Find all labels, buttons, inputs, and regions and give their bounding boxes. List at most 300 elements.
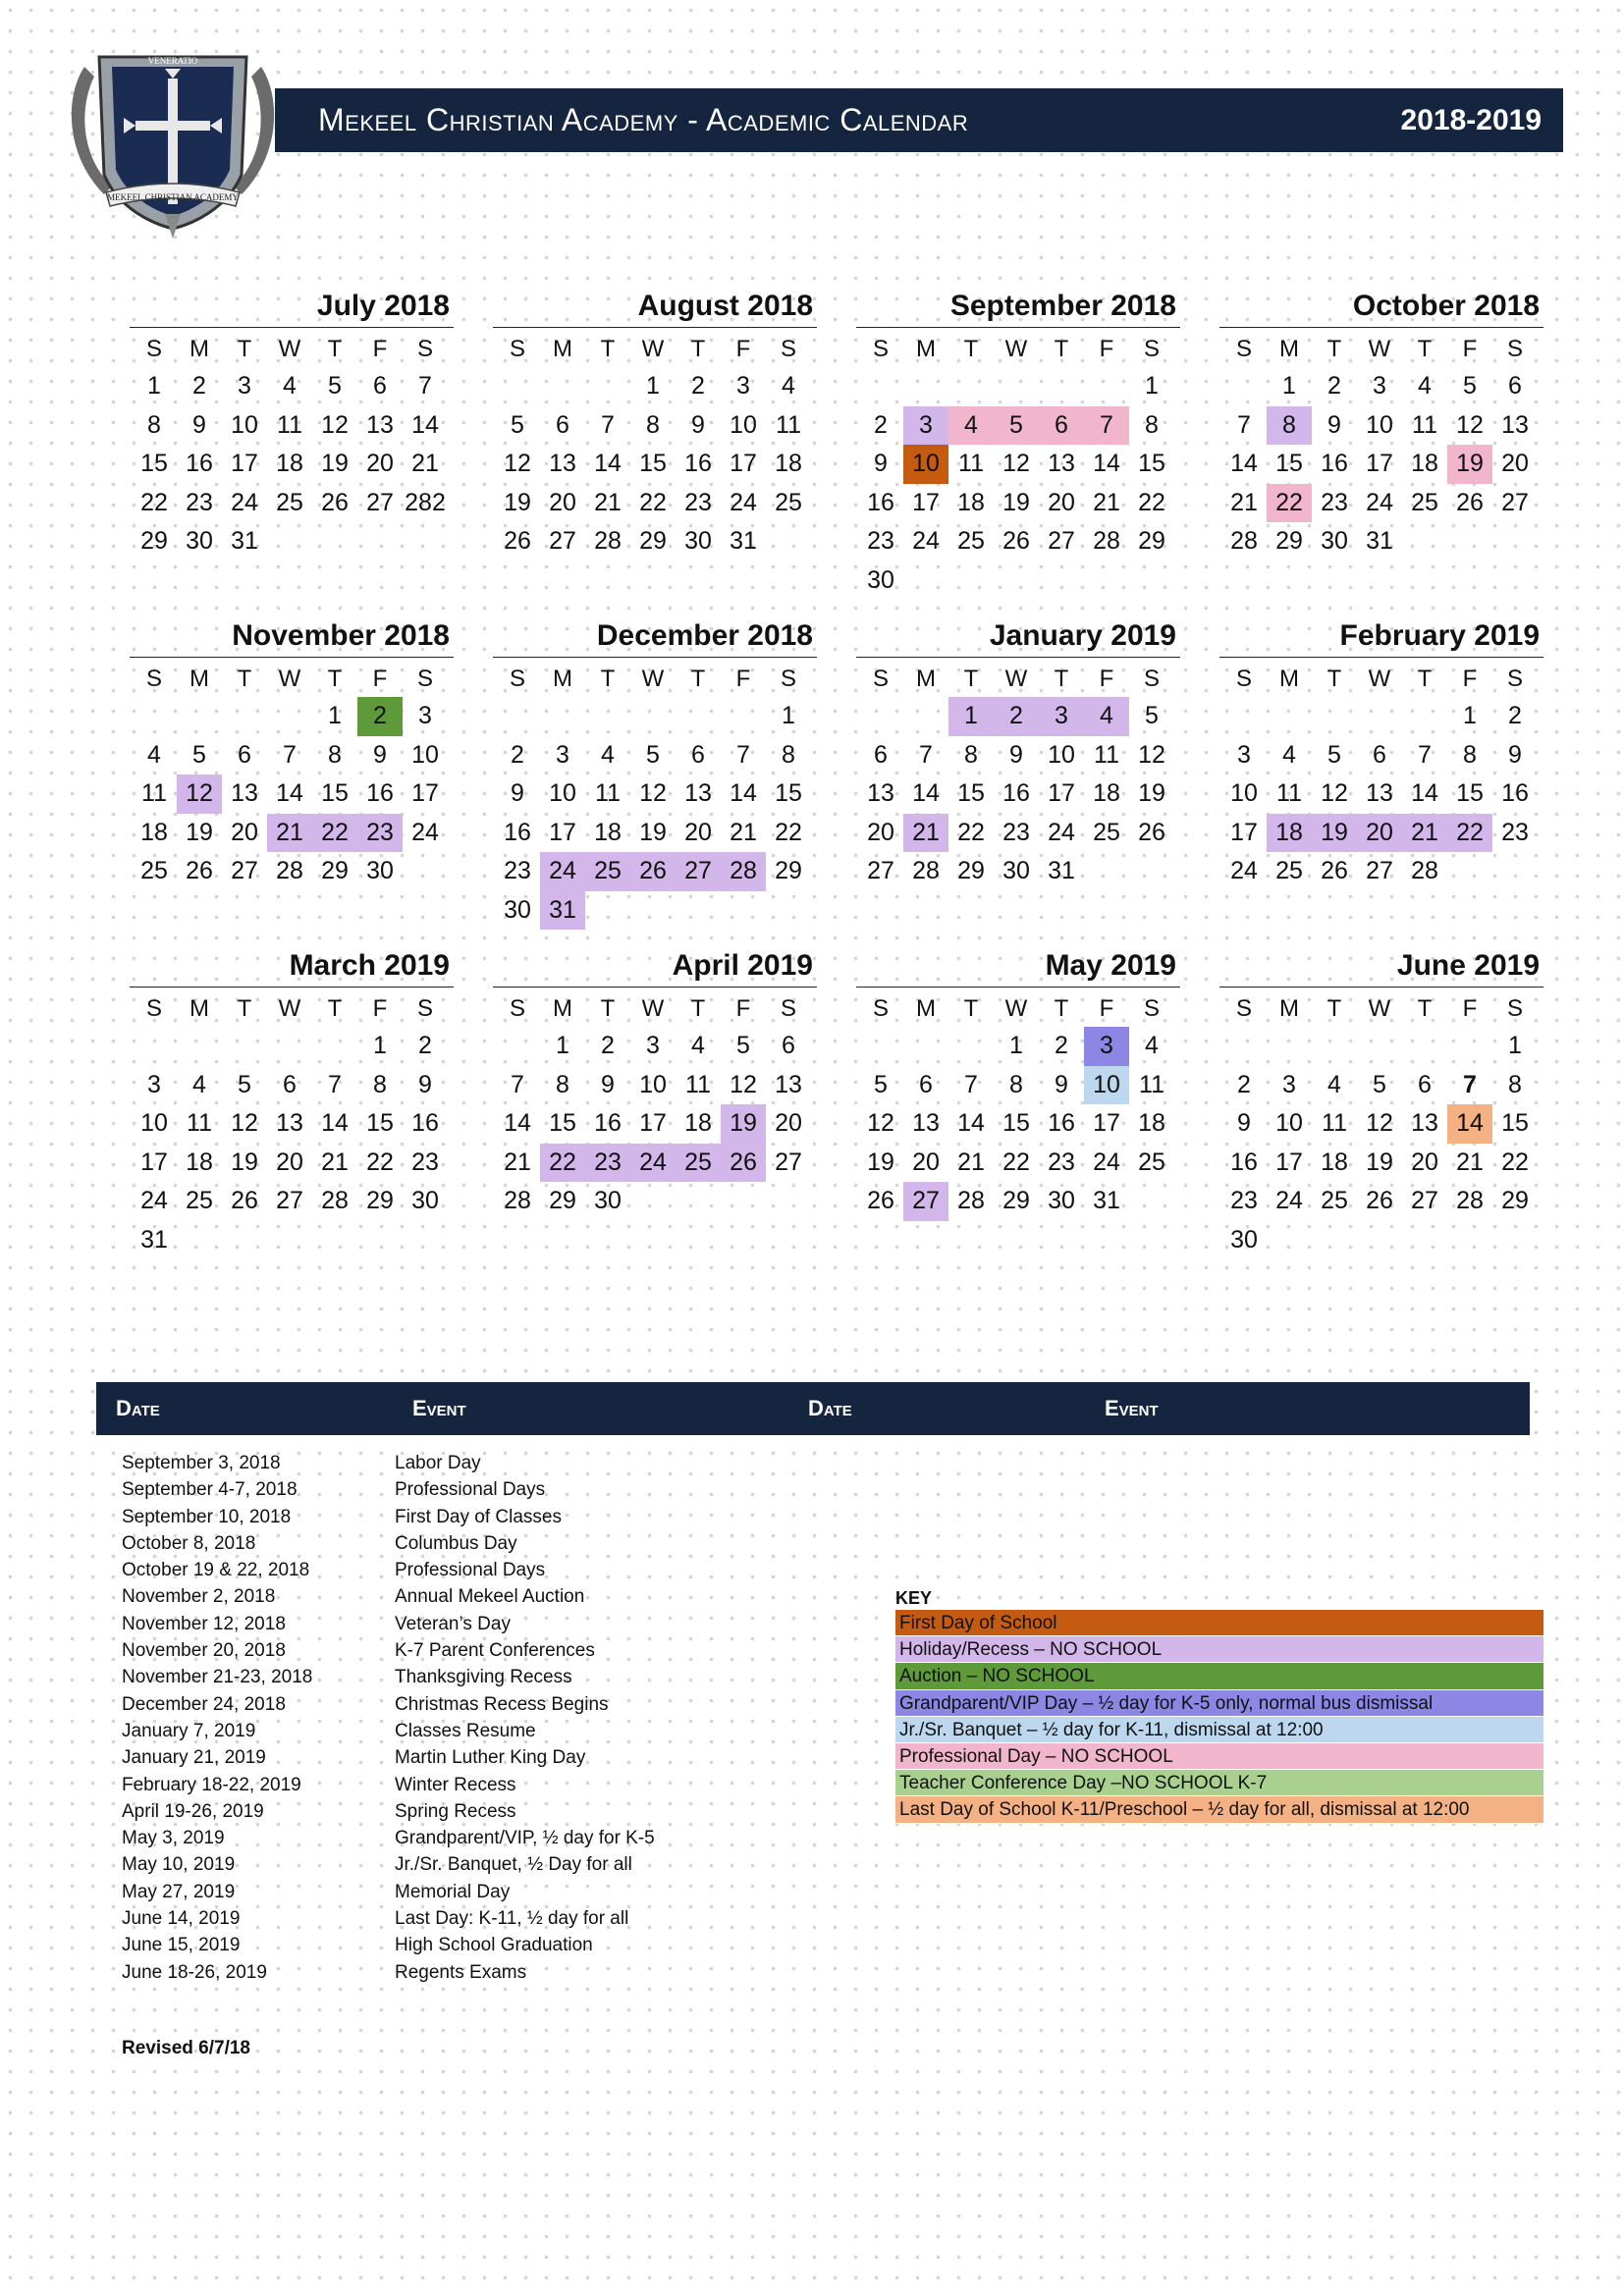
day-cell: 13	[1048, 450, 1075, 477]
weekday-header: M	[189, 995, 209, 1022]
event-date: September 10, 2018	[122, 1506, 292, 1527]
day-cell: 8	[1009, 1070, 1023, 1098]
key-item-holiday: Holiday/Recess – NO SCHOOL	[895, 1636, 1543, 1663]
day-cell: 3	[1373, 372, 1386, 400]
day-cell: 13	[684, 779, 712, 807]
day-cell: 10	[231, 410, 258, 439]
day-cell: 29	[775, 857, 802, 884]
day-cell: 23	[1048, 1148, 1075, 1176]
day-cell: 14	[1411, 779, 1438, 807]
event-row	[122, 1614, 711, 1640]
weekday-header: T	[1054, 995, 1069, 1022]
day-cell: 16	[186, 450, 213, 477]
day-cell: 12	[504, 450, 531, 477]
day-cell: 14	[411, 410, 439, 439]
day-cell: 22	[140, 488, 168, 516]
day-cell: 2	[601, 1032, 615, 1059]
day-cell: 12	[1366, 1109, 1393, 1137]
day-cell: 13	[775, 1070, 802, 1098]
empty-day	[495, 697, 540, 736]
day-cell: 2	[1508, 702, 1522, 729]
weekday-header: F	[1462, 336, 1478, 362]
weekday-header: W	[641, 666, 665, 692]
empty-day	[948, 367, 994, 406]
day-cell: 15	[1501, 1109, 1529, 1137]
weekday-header: M	[916, 995, 936, 1022]
day-cell: 29	[366, 1187, 394, 1214]
weekday-header: M	[553, 336, 572, 362]
day-cell: 12	[1138, 740, 1165, 769]
day-cell: 8	[646, 410, 660, 439]
day-cell: 3	[903, 406, 948, 446]
empty-day	[1357, 697, 1402, 736]
empty-day	[948, 1027, 994, 1066]
day-cell: 21	[957, 1148, 985, 1176]
day-cell: 11	[1322, 1109, 1347, 1137]
day-cell: 6	[691, 740, 705, 769]
day-cell: 7	[1463, 1070, 1477, 1098]
day-cell: 15	[1275, 450, 1303, 477]
weekday-header: S	[1506, 995, 1523, 1022]
day-cell: 27	[276, 1187, 303, 1214]
day-cell: 11	[141, 779, 167, 807]
day-cell: 23	[186, 488, 213, 516]
day-cell: 27	[1501, 488, 1529, 516]
weekday-header: S	[145, 666, 162, 692]
weekday-header: M	[1279, 336, 1299, 362]
day-cell: 4	[948, 406, 994, 446]
empty-day	[858, 697, 903, 736]
day-cell: 12	[1321, 779, 1348, 807]
weekday-header: T	[963, 336, 979, 362]
event-date: November 21-23, 2018	[122, 1667, 313, 1688]
events-table-header	[96, 1382, 1530, 1435]
event-name: First Day of Classes	[395, 1506, 562, 1527]
event-column-header-2: Event	[1105, 1396, 1159, 1420]
empty-day	[721, 697, 766, 736]
empty-day	[1357, 1027, 1402, 1066]
day-cell: 2	[1327, 372, 1341, 400]
day-cell: 1	[1463, 702, 1477, 729]
day-cell: 1	[646, 372, 660, 400]
day-cell: 29	[1002, 1187, 1030, 1214]
key-item-prof: Professional Day – NO SCHOOL	[895, 1743, 1543, 1770]
event-row	[122, 1533, 711, 1560]
day-cell: 3	[1084, 1027, 1129, 1066]
day-cell: 5	[328, 372, 342, 400]
day-cell: 1	[556, 1032, 569, 1059]
event-date: February 18-22, 2019	[122, 1774, 301, 1795]
day-cell: 11	[685, 1070, 711, 1098]
day-cell: 2	[511, 740, 524, 769]
weekday-header: S	[509, 336, 525, 362]
day-cell: 6	[1508, 372, 1522, 400]
day-cell: 25	[140, 857, 168, 884]
weekday-header: S	[872, 336, 889, 362]
weekday-header: T	[690, 666, 706, 692]
day-cell: 3	[556, 740, 569, 769]
revised-date: Revised 6/7/18	[122, 2038, 250, 2058]
weekday-header: M	[189, 336, 209, 362]
event-row	[122, 1962, 711, 1989]
day-cell: 5	[1373, 1070, 1386, 1098]
weekday-header: F	[735, 666, 751, 692]
day-cell: 9	[192, 410, 206, 439]
day-cell: 17	[639, 1109, 667, 1137]
day-cell: 26	[1456, 488, 1484, 516]
day-cell: 17	[1048, 779, 1075, 807]
event-name: K-7 Parent Conferences	[395, 1640, 595, 1662]
day-cell: 9	[418, 1070, 432, 1098]
day-cell: 26	[186, 857, 213, 884]
day-cell: 7	[1084, 406, 1129, 446]
weekday-header: S	[1143, 995, 1160, 1022]
empty-day	[1402, 1027, 1447, 1066]
weekday-header: F	[1462, 666, 1478, 692]
day-cell: 7	[283, 740, 297, 769]
empty-day	[222, 697, 267, 736]
day-cell: 17	[1230, 818, 1258, 846]
weekday-header: S	[1235, 666, 1252, 692]
day-cell: 6	[874, 740, 888, 769]
weekday-header: W	[278, 995, 301, 1022]
day-cell: 23	[1501, 818, 1529, 846]
day-cell: 24	[231, 488, 258, 516]
weekday-header: M	[553, 666, 572, 692]
day-cell: 19	[231, 1148, 258, 1176]
day-cell: 17	[1275, 1148, 1303, 1176]
empty-day	[630, 697, 676, 736]
day-cell: 6	[782, 1032, 795, 1059]
weekday-header: F	[1099, 995, 1114, 1022]
day-cell: 28	[1230, 527, 1258, 555]
day-cell: 20	[1048, 488, 1075, 516]
event-row	[122, 1667, 711, 1693]
day-cell: 15	[321, 779, 349, 807]
event-date: January 21, 2019	[122, 1747, 266, 1769]
day-cell: 6	[373, 372, 387, 400]
day-cell: 13	[867, 779, 894, 807]
day-cell: 27	[366, 488, 394, 516]
day-cell: 21	[321, 1148, 349, 1176]
day-cell: 28	[721, 852, 766, 891]
day-cell: 20	[775, 1109, 802, 1137]
day-cell: 3	[1282, 1070, 1296, 1098]
day-cell: 30	[1321, 527, 1348, 555]
date-column-header: Date	[116, 1396, 160, 1420]
day-cell: 30	[684, 527, 712, 555]
day-cell: 28	[1093, 527, 1120, 555]
day-cell: 18	[1138, 1109, 1165, 1137]
empty-day	[1267, 1027, 1312, 1066]
day-cell: 20	[276, 1148, 303, 1176]
month-calendar	[856, 614, 1180, 891]
event-date: September 4-7, 2018	[122, 1479, 298, 1501]
month-title: December 2018	[493, 614, 817, 658]
day-cell: 22	[957, 818, 985, 846]
day-cell: 25	[1411, 488, 1438, 516]
day-cell: 7	[736, 740, 750, 769]
empty-day	[177, 697, 222, 736]
day-cell: 5	[511, 410, 524, 439]
weekday-header: S	[872, 995, 889, 1022]
day-cell: 30	[1048, 1187, 1075, 1214]
day-cell: 22	[1138, 488, 1165, 516]
event-column-header: Event	[412, 1396, 466, 1420]
day-cell: 21	[1093, 488, 1120, 516]
day-cell: 10	[549, 779, 576, 807]
event-row	[122, 1854, 711, 1881]
event-date: December 24, 2018	[122, 1693, 286, 1715]
day-cell: 20	[684, 818, 712, 846]
day-cell: 2	[1237, 1070, 1251, 1098]
day-cell: 19	[321, 450, 349, 477]
day-cell: 15	[957, 779, 985, 807]
day-cell: 8	[1145, 410, 1159, 439]
day-cell: 12	[177, 774, 222, 814]
day-cell: 14	[1230, 450, 1258, 477]
event-name: Jr./Sr. Banquet, ½ Day for all	[395, 1854, 632, 1876]
weekday-header: M	[916, 336, 936, 362]
day-cell: 7	[919, 740, 933, 769]
event-name: Professional Days	[395, 1560, 546, 1581]
event-date: May 3, 2019	[122, 1828, 225, 1849]
weekday-header: W	[1004, 336, 1028, 362]
day-cell: 6	[556, 410, 569, 439]
event-row	[122, 1479, 711, 1506]
event-row	[122, 1721, 711, 1747]
event-row	[122, 1882, 711, 1908]
month-calendar	[1219, 944, 1543, 1259]
day-cell: 29	[1501, 1187, 1529, 1214]
weekday-header: S	[416, 995, 433, 1022]
day-cell: 19	[1002, 488, 1030, 516]
event-name: High School Graduation	[395, 1935, 593, 1956]
day-cell: 30	[504, 895, 531, 924]
day-cell: 29	[1138, 527, 1165, 555]
day-cell: 4	[283, 372, 297, 400]
empty-day	[1039, 367, 1084, 406]
event-row	[122, 1560, 711, 1586]
day-cell: 11	[1276, 779, 1302, 807]
weekday-header: T	[963, 666, 979, 692]
day-cell: 22	[775, 818, 802, 846]
month-calendar	[493, 614, 817, 930]
day-cell: 17	[1093, 1109, 1120, 1137]
empty-day	[585, 367, 630, 406]
day-cell: 27	[1048, 527, 1075, 555]
empty-day	[903, 367, 948, 406]
day-cell: 4	[1084, 697, 1129, 736]
day-cell: 11	[277, 410, 302, 439]
weekday-header: S	[509, 995, 525, 1022]
weekday-header: T	[690, 995, 706, 1022]
weekday-header: S	[1143, 666, 1160, 692]
day-cell: 30	[1230, 1225, 1258, 1254]
day-cell: 28	[1411, 857, 1438, 884]
day-cell: 20	[1357, 814, 1402, 853]
event-date: September 3, 2018	[122, 1453, 281, 1473]
day-cell: 11	[187, 1109, 212, 1137]
day-cell: 20	[549, 488, 576, 516]
weekday-header: T	[237, 666, 252, 692]
day-cell: 27	[676, 852, 721, 891]
day-cell: 25	[676, 1144, 721, 1183]
empty-day	[1312, 1027, 1357, 1066]
key-item-auction: Auction – NO SCHOOL	[895, 1663, 1543, 1689]
weekday-header: W	[1004, 995, 1028, 1022]
day-cell: 9	[373, 740, 387, 769]
weekday-header: T	[1054, 336, 1069, 362]
key-title: KEY	[895, 1588, 933, 1608]
month-title: January 2019	[856, 614, 1180, 658]
day-cell: 3	[1039, 697, 1084, 736]
weekday-header: F	[372, 336, 388, 362]
weekday-header: T	[1326, 666, 1342, 692]
day-cell: 15	[549, 1109, 576, 1137]
event-row	[122, 1747, 711, 1774]
day-cell: 21	[1230, 488, 1258, 516]
day-cell: 14	[1447, 1104, 1492, 1144]
event-row	[122, 1453, 711, 1479]
weekday-header: S	[145, 995, 162, 1022]
weekday-header: M	[916, 666, 936, 692]
month-calendar	[1219, 285, 1543, 561]
day-cell: 9	[691, 410, 705, 439]
month-title: July 2018	[130, 285, 454, 328]
weekday-header: T	[1417, 666, 1433, 692]
empty-day	[267, 1027, 312, 1066]
day-cell: 20	[366, 450, 394, 477]
empty-day	[1084, 367, 1129, 406]
day-cell: 12	[867, 1109, 894, 1137]
event-name: Spring Recess	[395, 1800, 516, 1822]
weekday-header: M	[189, 666, 209, 692]
day-cell: 11	[1412, 410, 1437, 439]
day-cell: 24	[912, 527, 940, 555]
day-cell: 30	[594, 1187, 622, 1214]
day-cell: 16	[594, 1109, 622, 1137]
day-cell: 16	[366, 779, 394, 807]
day-cell: 5	[238, 1070, 251, 1098]
day-cell: 22	[1501, 1148, 1529, 1176]
month-calendar	[1219, 614, 1543, 891]
day-cell: 7	[511, 1070, 524, 1098]
weekday-header: W	[278, 666, 301, 692]
day-cell: 12	[639, 779, 667, 807]
day-cell: 9	[511, 779, 524, 807]
weekday-header: M	[553, 995, 572, 1022]
event-date: November 12, 2018	[122, 1613, 286, 1634]
day-cell: 13	[1411, 1109, 1438, 1137]
day-cell: 14	[594, 450, 622, 477]
day-cell: 5	[1463, 372, 1477, 400]
day-cell: 29	[957, 857, 985, 884]
day-cell: 31	[1366, 527, 1393, 555]
day-cell: 23	[504, 857, 531, 884]
day-cell: 5	[1145, 702, 1159, 729]
day-cell: 29	[639, 527, 667, 555]
empty-day	[903, 1027, 948, 1066]
event-date: October 19 & 22, 2018	[122, 1560, 310, 1581]
weekday-header: S	[1506, 666, 1523, 692]
day-cell: 31	[1048, 857, 1075, 884]
key-item-last: Last Day of School K-11/Preschool – ½ day for all, dismissal at 12:00	[895, 1796, 1543, 1823]
event-name: Professional Days	[395, 1479, 546, 1501]
event-name: Regents Exams	[395, 1961, 527, 1983]
day-cell: 22	[1002, 1148, 1030, 1176]
day-cell: 30	[186, 527, 213, 555]
empty-day	[495, 1027, 540, 1066]
day-cell: 3	[736, 372, 750, 400]
day-cell: 26	[231, 1187, 258, 1214]
day-cell: 2	[418, 1032, 432, 1059]
day-cell: 4	[601, 740, 615, 769]
month-title: March 2019	[130, 944, 454, 988]
day-cell: 18	[276, 450, 303, 477]
month-title: April 2019	[493, 944, 817, 988]
day-cell: 3	[238, 372, 251, 400]
event-date: January 7, 2019	[122, 1720, 256, 1741]
day-cell: 19	[504, 488, 531, 516]
weekday-header: T	[1054, 666, 1069, 692]
day-cell: 6	[919, 1070, 933, 1098]
day-cell: 12	[1456, 410, 1484, 439]
day-cell: 14	[1093, 450, 1120, 477]
day-cell: 17	[730, 450, 757, 477]
day-cell: 13	[231, 779, 258, 807]
day-cell: 16	[1321, 450, 1348, 477]
month-calendar	[856, 285, 1180, 600]
day-cell: 13	[366, 410, 394, 439]
day-cell: 28	[912, 857, 940, 884]
day-cell: 9	[1508, 740, 1522, 769]
day-cell: 27	[775, 1148, 802, 1176]
day-cell: 16	[504, 818, 531, 846]
day-cell: 17	[549, 818, 576, 846]
day-cell: 15	[140, 450, 168, 477]
day-cell: 22	[1447, 814, 1492, 853]
month-calendar	[493, 285, 817, 561]
day-cell: 18	[1093, 779, 1120, 807]
weekday-header: F	[1462, 995, 1478, 1022]
day-cell: 18	[186, 1148, 213, 1176]
month-title: June 2019	[1219, 944, 1543, 988]
event-date: May 27, 2019	[122, 1881, 236, 1902]
event-date: June 14, 2019	[122, 1908, 241, 1930]
day-cell: 30	[867, 565, 894, 594]
key-item-first: First Day of School	[895, 1610, 1543, 1636]
event-name: Classes Resume	[395, 1720, 536, 1741]
day-cell: 29	[140, 527, 168, 555]
day-cell: 24	[1093, 1148, 1120, 1176]
weekday-header: S	[872, 666, 889, 692]
empty-day	[177, 1027, 222, 1066]
weekday-header: T	[237, 336, 252, 362]
weekday-header: S	[1143, 336, 1160, 362]
day-cell: 10	[411, 740, 439, 769]
day-cell: 25	[186, 1187, 213, 1214]
color-key	[895, 1586, 1543, 1824]
day-cell: 24	[411, 818, 439, 846]
day-cell: 2	[357, 697, 403, 736]
day-cell: 4	[1282, 740, 1296, 769]
day-cell: 27	[1411, 1187, 1438, 1214]
empty-day	[1447, 1027, 1492, 1066]
day-cell: 1	[373, 1032, 387, 1059]
day-cell: 282	[405, 488, 446, 516]
event-row	[122, 1908, 711, 1935]
